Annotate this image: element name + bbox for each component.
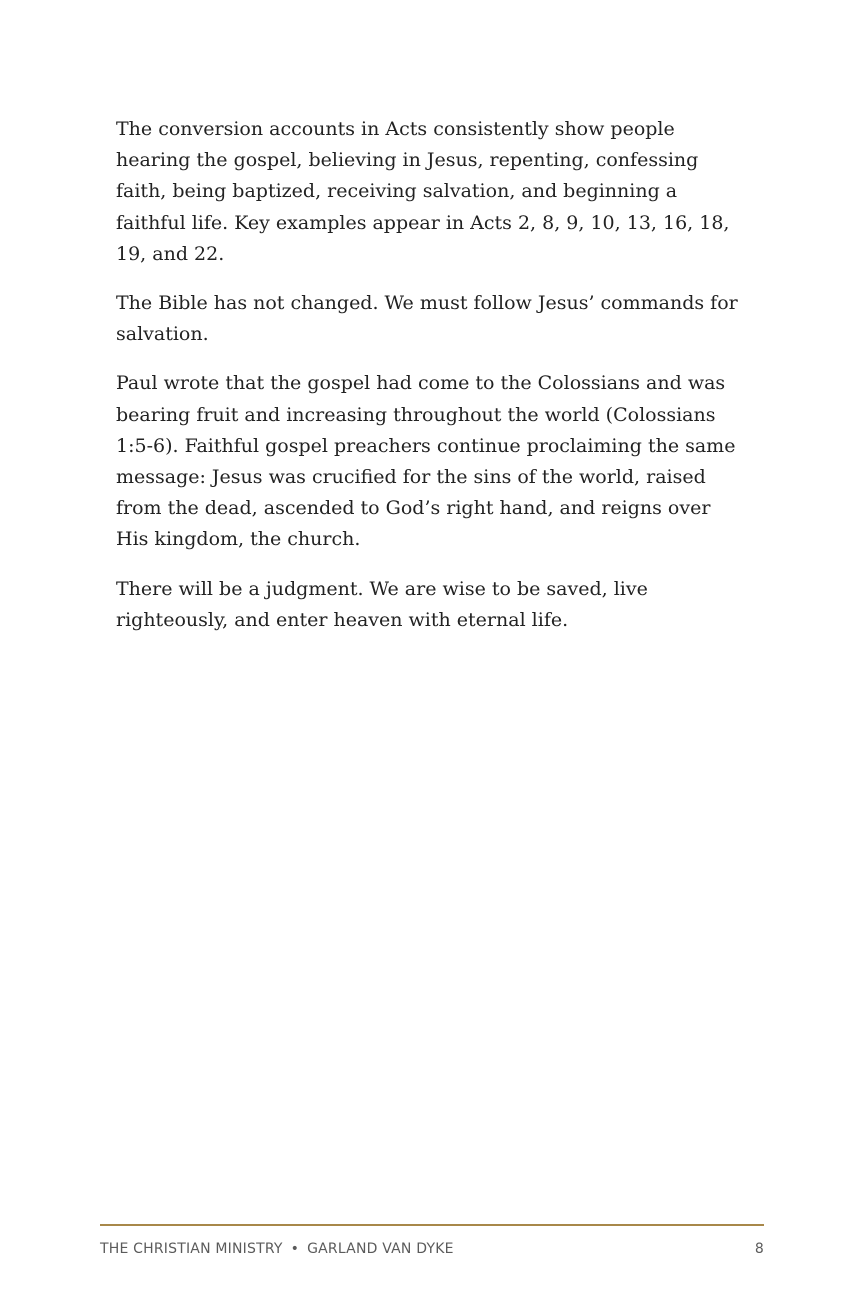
footer-author: GARLAND VAN DYKE [307,1241,454,1257]
footer-running-title [100,1241,454,1257]
page-footer [100,1238,764,1260]
body-text [116,114,746,654]
paragraph-bible-unchanged: The Bible has not changed. We must follow Jesus’ commands for salvation. [116,292,738,346]
page-number: 8 [754,1241,764,1257]
footer-publication: THE CHRISTIAN MINISTRY [100,1241,283,1257]
footer-divider [100,1224,764,1226]
paragraph-judgment: There will be a judgment. We are wise to be saved, live righteously, and enter heaven with eternal life. [116,577,648,631]
paragraph-gospel-colossians: Paul wrote that the gospel had come to the Colossians and was bearing fruit and increasing throughout the world (Colossians 1:5-6). Faithful gospel preachers continue proclaiming the same message: Jesus was crucified for the sins of the world, raised from the dead, ascended to God’s right hand, and reigns over His kingdom, the church. [116,372,736,551]
paragraph-conversion-accounts: The conversion accounts in Acts consistently show people hearing the gospel, believing in Jesus, repenting, confessing faith, being baptized, receiving salvation, and beginning a faithful life. Key examples appear in Acts 2, 8, 9, 10, 13, 16, 18, 19, and 22. [116,118,730,265]
footer-separator: • [290,1241,300,1257]
